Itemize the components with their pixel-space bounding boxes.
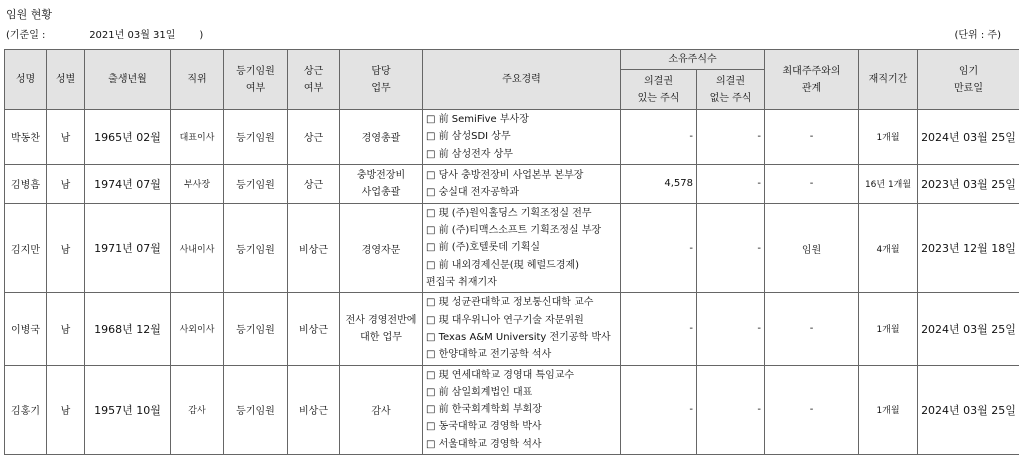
unit-label: (단위 : 주) xyxy=(954,30,1001,41)
table-row xyxy=(5,110,1019,165)
page-title: 임원 현황 xyxy=(6,8,53,21)
cell-term: 2024년 03월 25일 xyxy=(918,365,1019,454)
cell-birth: 1971년 07월 xyxy=(85,203,171,292)
header-registered: 등기임원 여부 xyxy=(224,50,288,110)
cell-fulltime: 상근 xyxy=(288,110,340,165)
cell-term: 2024년 03월 25일 xyxy=(918,293,1019,365)
cell-name: 이병국 xyxy=(5,293,47,365)
cell-registered: 등기임원 xyxy=(224,365,288,454)
header-term: 임기 만료일 xyxy=(918,50,1019,110)
cell-gender: 남 xyxy=(47,164,85,203)
cell-gender: 남 xyxy=(47,365,85,454)
cell-fulltime: 비상근 xyxy=(288,293,340,365)
cell-gender: 남 xyxy=(47,110,85,165)
base-date-value: 2021년 03월 31일 xyxy=(89,30,176,41)
cell-birth: 1957년 10월 xyxy=(85,365,171,454)
cell-position: 사내이사 xyxy=(171,203,224,292)
cell-position: 대표이사 xyxy=(171,110,224,165)
executive-table xyxy=(4,49,1019,455)
base-date-close: ) xyxy=(199,30,204,41)
cell-voting: - xyxy=(621,110,697,165)
cell-fulltime: 비상근 xyxy=(288,365,340,454)
cell-voting: 4,578 xyxy=(621,164,697,203)
cell-birth: 1974년 07월 xyxy=(85,164,171,203)
cell-tenure: 4개월 xyxy=(859,203,918,292)
cell-gender: 남 xyxy=(47,203,85,292)
cell-duty: 감사 xyxy=(340,365,423,454)
cell-birth: 1965년 02월 xyxy=(85,110,171,165)
cell-position: 부사장 xyxy=(171,164,224,203)
table-row xyxy=(5,164,1019,203)
header-nonvoting: 의결권 없는 주식 xyxy=(697,70,765,110)
cell-position: 감사 xyxy=(171,365,224,454)
cell-career: □ 現 (주)원익홀딩스 기획조정실 전무 □ 前 (주)티맥스소프트 기획조정실 부장 □ 前 (주)호텔롯데 기획실 □ 前 내외경제신문(現 헤럴드경제) 편집국 취재기자 xyxy=(423,203,621,292)
base-date-label: (기준일 : xyxy=(6,30,46,41)
cell-birth: 1968년 12월 xyxy=(85,293,171,365)
header-gender: 성별 xyxy=(47,50,85,110)
cell-term: 2024년 03월 25일 xyxy=(918,110,1019,165)
cell-name: 김홍기 xyxy=(5,365,47,454)
cell-relation: 임원 xyxy=(765,203,859,292)
cell-nonvoting: - xyxy=(697,203,765,292)
cell-duty: 경영자문 xyxy=(340,203,423,292)
cell-tenure: 1개월 xyxy=(859,365,918,454)
cell-term: 2023년 03월 25일 xyxy=(918,164,1019,203)
cell-relation: - xyxy=(765,164,859,203)
cell-tenure: 1개월 xyxy=(859,293,918,365)
cell-career: □ 現 성균관대학교 정보통신대학 교수 □ 現 대우위니아 연구기술 자문위원 □ Texas A&M University 전기공학 박사 □ 한양대학교 전기공학 석사 xyxy=(423,293,621,365)
table-row xyxy=(5,365,1019,454)
cell-name: 김지만 xyxy=(5,203,47,292)
header-fulltime: 상근 여부 xyxy=(288,50,340,110)
cell-tenure: 1개월 xyxy=(859,110,918,165)
header-relation: 최대주주와의 관계 xyxy=(765,50,859,110)
cell-relation: - xyxy=(765,110,859,165)
header-voting: 의결권 있는 주식 xyxy=(621,70,697,110)
header-duty: 담당 업무 xyxy=(340,50,423,110)
cell-name: 박동찬 xyxy=(5,110,47,165)
cell-position: 사외이사 xyxy=(171,293,224,365)
base-date-line xyxy=(6,26,203,41)
cell-nonvoting: - xyxy=(697,110,765,165)
cell-relation: - xyxy=(765,293,859,365)
header-name: 성명 xyxy=(5,50,47,110)
cell-voting: - xyxy=(621,365,697,454)
cell-nonvoting: - xyxy=(697,164,765,203)
cell-registered: 등기임원 xyxy=(224,293,288,365)
cell-duty: 경영총괄 xyxy=(340,110,423,165)
cell-gender: 남 xyxy=(47,293,85,365)
cell-voting: - xyxy=(621,203,697,292)
cell-duty: 충방전장비 사업총괄 xyxy=(340,164,423,203)
cell-career: □ 現 연세대학교 경영대 특임교수 □ 前 삼일회계법인 대표 □ 前 한국회계학회 부회장 □ 동국대학교 경영학 박사 □ 서울대학교 경영학 석사 xyxy=(423,365,621,454)
cell-registered: 등기임원 xyxy=(224,110,288,165)
cell-career: □ 前 SemiFive 부사장 □ 前 삼성SDI 상무 □ 前 삼성전자 상무 xyxy=(423,110,621,165)
header-birth: 출생년월 xyxy=(85,50,171,110)
cell-nonvoting: - xyxy=(697,365,765,454)
cell-fulltime: 상근 xyxy=(288,164,340,203)
cell-registered: 등기임원 xyxy=(224,164,288,203)
cell-voting: - xyxy=(621,293,697,365)
header-tenure: 재직기간 xyxy=(859,50,918,110)
cell-nonvoting: - xyxy=(697,293,765,365)
cell-registered: 등기임원 xyxy=(224,203,288,292)
cell-fulltime: 비상근 xyxy=(288,203,340,292)
cell-tenure: 16년 1개월 xyxy=(859,164,918,203)
cell-term: 2023년 12월 18일 xyxy=(918,203,1019,292)
cell-duty: 전사 경영전반에 대한 업무 xyxy=(340,293,423,365)
table-row xyxy=(5,293,1019,365)
header-position: 직위 xyxy=(171,50,224,110)
header-career: 주요경력 xyxy=(423,50,621,110)
cell-career: □ 당사 충방전장비 사업본부 본부장 □ 숭실대 전자공학과 xyxy=(423,164,621,203)
cell-name: 김병흠 xyxy=(5,164,47,203)
header-shares: 소유주식수 xyxy=(621,50,765,70)
table-row xyxy=(5,203,1019,292)
cell-relation: - xyxy=(765,365,859,454)
